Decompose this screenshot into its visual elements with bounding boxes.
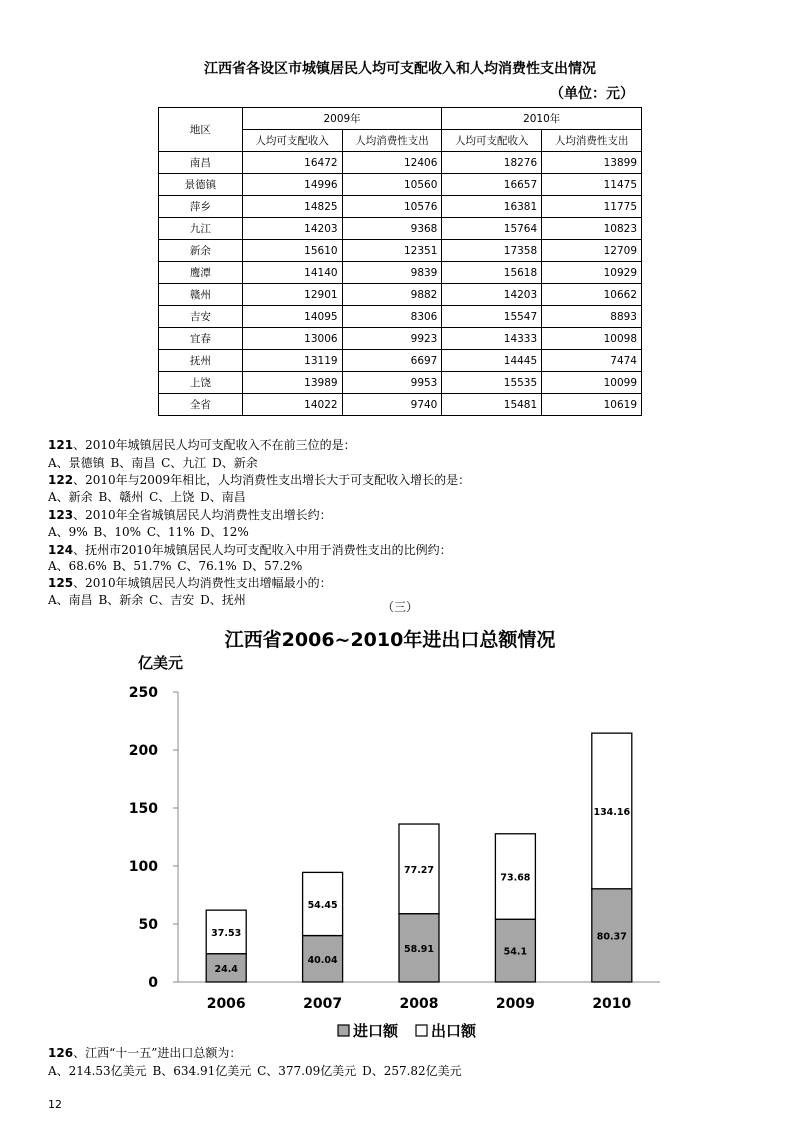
- header-region: 地区: [159, 108, 243, 152]
- y-tick-label: 50: [138, 917, 158, 933]
- question-125-options: A、南昌 B、新余 C、吉安 D、抚州: [48, 593, 246, 607]
- table-row: [159, 350, 642, 372]
- value-cell: 12351: [342, 240, 442, 262]
- value-cell: 13006: [242, 328, 342, 350]
- question-123-options: A、9% B、10% C、11% D、12%: [48, 525, 249, 539]
- value-cell: 15547: [442, 306, 542, 328]
- header-year-2009: 2009年: [242, 108, 442, 130]
- region-cell: 上饶: [159, 372, 243, 394]
- data-label: 73.68: [500, 872, 531, 884]
- question-122: [48, 473, 470, 487]
- value-cell: 16472: [242, 152, 342, 174]
- table-row: [159, 394, 642, 416]
- value-cell: 16657: [442, 174, 542, 196]
- question-124-options: A、68.6% B、51.7% C、76.1% D、57.2%: [48, 559, 303, 573]
- y-tick-label: 200: [128, 743, 158, 759]
- section-label: （三）: [381, 600, 418, 614]
- table-row: [159, 218, 642, 240]
- question-124: [48, 543, 452, 557]
- value-cell: 15618: [442, 262, 542, 284]
- value-cell: 10619: [542, 394, 642, 416]
- value-cell: 10576: [342, 196, 442, 218]
- value-cell: 11475: [542, 174, 642, 196]
- value-cell: 9740: [342, 394, 442, 416]
- y-tick-label: 0: [148, 975, 158, 991]
- question-126: [48, 1046, 241, 1060]
- table-row: [159, 306, 642, 328]
- x-tick-label: 2009: [495, 996, 535, 1012]
- question-text: 、2010年城镇居民人均可支配收入不在前三位的是：: [73, 438, 356, 452]
- value-cell: 10098: [542, 328, 642, 350]
- header-year-2010: 2010年: [442, 108, 642, 130]
- value-cell: 9882: [342, 284, 442, 306]
- value-cell: 9923: [342, 328, 442, 350]
- legend-swatch: [416, 1025, 427, 1036]
- chart-title: 江西省2006~2010年进出口总额情况: [224, 629, 556, 651]
- question-126-options: A、214.53亿美元 B、634.91亿美元 C、377.09亿美元 D、257.82亿美元: [48, 1064, 462, 1078]
- region-cell: 全省: [159, 394, 243, 416]
- value-cell: 10929: [542, 262, 642, 284]
- income-table: [158, 107, 642, 416]
- value-cell: 10662: [542, 284, 642, 306]
- value-cell: 18276: [442, 152, 542, 174]
- value-cell: 10099: [542, 372, 642, 394]
- value-cell: 14203: [442, 284, 542, 306]
- question-121: [48, 438, 356, 452]
- value-cell: 8893: [542, 306, 642, 328]
- x-tick-label: 2006: [206, 996, 246, 1012]
- question-123: [48, 508, 332, 522]
- region-cell: 九江: [159, 218, 243, 240]
- x-tick-label: 2007: [303, 996, 343, 1012]
- region-cell: 萍乡: [159, 196, 243, 218]
- question-text: 、2010年城镇居民人均消费性支出增幅最小的：: [73, 576, 332, 590]
- value-cell: 7474: [542, 350, 642, 372]
- question-number: 122: [48, 473, 74, 487]
- y-axis-label: 亿美元: [138, 654, 184, 672]
- value-cell: 13899: [542, 152, 642, 174]
- value-cell: 14140: [242, 262, 342, 284]
- value-cell: 9368: [342, 218, 442, 240]
- header-consumption-2010: 人均消费性支出: [542, 130, 642, 152]
- value-cell: 15610: [242, 240, 342, 262]
- question-122-options: A、新余 B、赣州 C、上饶 D、南昌: [48, 490, 246, 504]
- value-cell: 14095: [242, 306, 342, 328]
- question-number: 124: [48, 543, 74, 557]
- value-cell: 15481: [442, 394, 542, 416]
- value-cell: 14203: [242, 218, 342, 240]
- data-label: 58.91: [403, 943, 435, 955]
- value-cell: 10560: [342, 174, 442, 196]
- question-number: 126: [48, 1046, 74, 1060]
- value-cell: 8306: [342, 306, 442, 328]
- question-text: 、江西“十一五”进出口总额为：: [73, 1046, 242, 1060]
- value-cell: 11775: [542, 196, 642, 218]
- data-label: 24.4: [214, 963, 238, 975]
- header-income-2010: 人均可支配收入: [442, 130, 542, 152]
- page-number: 12: [48, 1098, 62, 1111]
- value-cell: 14022: [242, 394, 342, 416]
- value-cell: 15535: [442, 372, 542, 394]
- x-tick-label: 2008: [399, 996, 439, 1012]
- table-row: [159, 262, 642, 284]
- region-cell: 赣州: [159, 284, 243, 306]
- value-cell: 12709: [542, 240, 642, 262]
- data-label: 40.04: [307, 954, 338, 966]
- y-tick-label: 100: [128, 859, 158, 875]
- value-cell: 9953: [342, 372, 442, 394]
- y-tick-label: 250: [128, 685, 158, 701]
- value-cell: 9839: [342, 262, 442, 284]
- region-cell: 南昌: [159, 152, 243, 174]
- data-label: 37.53: [211, 927, 242, 939]
- value-cell: 10823: [542, 218, 642, 240]
- value-cell: 14445: [442, 350, 542, 372]
- question-number: 121: [48, 438, 74, 452]
- table-row: [159, 152, 642, 174]
- question-number: 123: [48, 508, 74, 522]
- table-row: [159, 174, 642, 196]
- legend-label: 进口额: [353, 1022, 399, 1040]
- value-cell: 12406: [342, 152, 442, 174]
- value-cell: 16381: [442, 196, 542, 218]
- y-tick-label: 150: [128, 801, 158, 817]
- question-number: 125: [48, 576, 74, 590]
- header-income-2009: 人均可支配收入: [242, 130, 342, 152]
- data-label: 80.37: [596, 931, 627, 943]
- region-cell: 抚州: [159, 350, 243, 372]
- region-cell: 鹰潭: [159, 262, 243, 284]
- value-cell: 17358: [442, 240, 542, 262]
- import-export-chart: [110, 618, 670, 1058]
- value-cell: 6697: [342, 350, 442, 372]
- question-text: 、抚州市2010年城镇居民人均可支配收入中用于消费性支出的比例约：: [73, 543, 452, 557]
- value-cell: 14996: [242, 174, 342, 196]
- table-row: [159, 372, 642, 394]
- legend-label: 出口额: [431, 1022, 477, 1040]
- value-cell: 14825: [242, 196, 342, 218]
- data-label: 134.16: [593, 806, 631, 818]
- question-text: 、2010年全省城镇居民人均消费性支出增长约：: [73, 508, 332, 522]
- region-cell: 新余: [159, 240, 243, 262]
- table-row: [159, 328, 642, 350]
- value-cell: 13989: [242, 372, 342, 394]
- region-cell: 景德镇: [159, 174, 243, 196]
- legend-swatch: [338, 1025, 349, 1036]
- region-cell: 吉安: [159, 306, 243, 328]
- header-consumption-2009: 人均消费性支出: [342, 130, 442, 152]
- value-cell: 15764: [442, 218, 542, 240]
- data-label: 54.45: [307, 899, 338, 911]
- data-label: 77.27: [403, 864, 435, 876]
- table-row: [159, 284, 642, 306]
- table-row: [159, 240, 642, 262]
- value-cell: 12901: [242, 284, 342, 306]
- value-cell: 14333: [442, 328, 542, 350]
- table-title: 江西省各设区市城镇居民人均可支配收入和人均消费性支出情况: [204, 61, 596, 77]
- value-cell: 13119: [242, 350, 342, 372]
- data-label: 54.1: [503, 946, 528, 958]
- question-121-options: A、景德镇 B、南昌 C、九江 D、新余: [48, 456, 258, 470]
- question-125: [48, 576, 332, 590]
- table-unit: （单位：元）: [550, 86, 634, 102]
- x-tick-label: 2010: [592, 996, 632, 1012]
- region-cell: 宜春: [159, 328, 243, 350]
- question-text: 、2010年与2009年相比，人均消费性支出增长大于可支配收入增长的是：: [73, 473, 471, 487]
- table-row: [159, 196, 642, 218]
